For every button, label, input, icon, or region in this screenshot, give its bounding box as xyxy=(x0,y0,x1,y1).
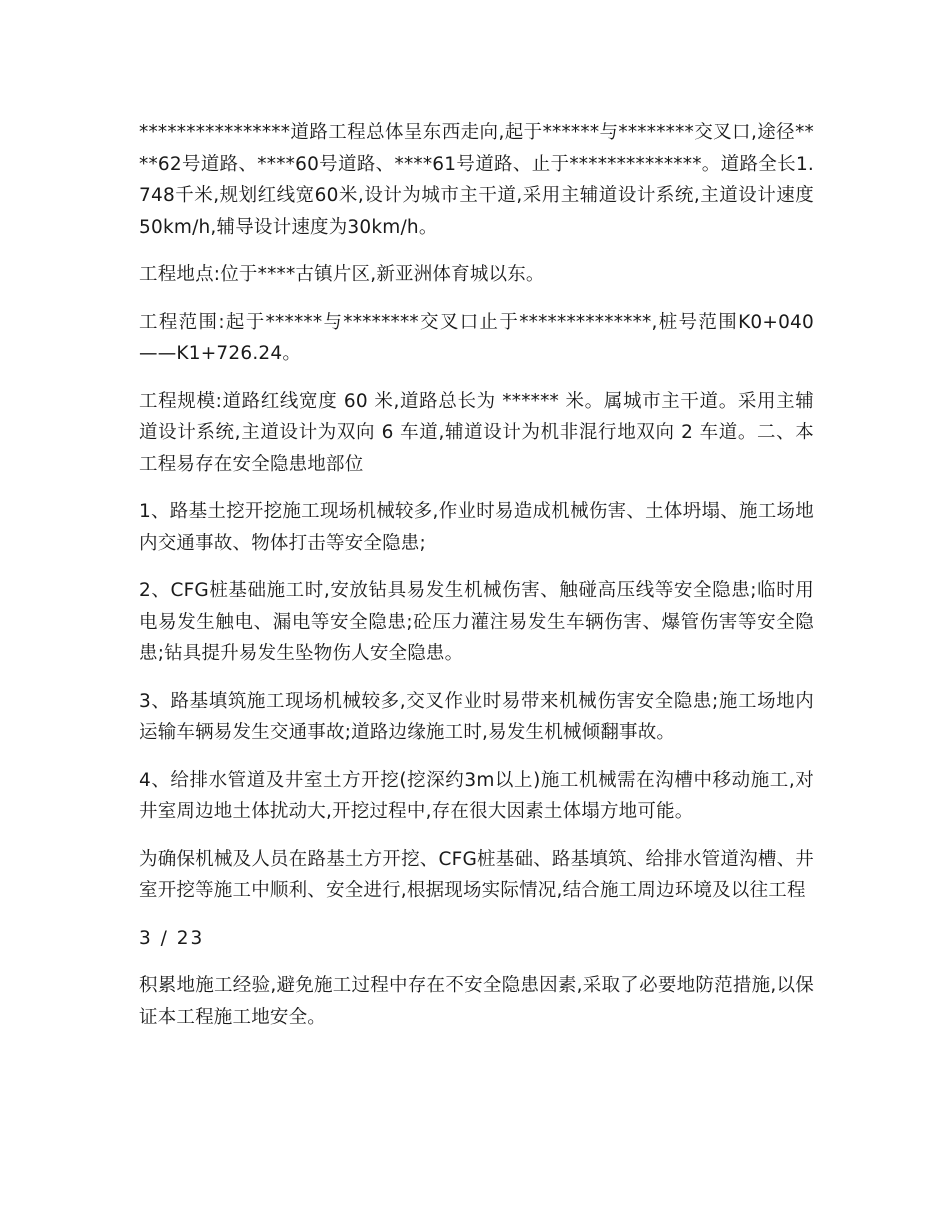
document-body xyxy=(139,117,814,1049)
paragraph-project-scale: 工程规模:道路红线宽度 60 米,道路总长为 ****** 米。属城市主干道。采用主辅道设计系统,主道设计为双向 6 车道,辅道设计为机非混行地双向 2 车道。二、本工程易存在安全隐患地部位 xyxy=(139,390,814,475)
paragraph-hazard-3: 3、路基填筑施工现场机械较多,交叉作业时易带来机械伤害安全隐患;施工场地内运输车辆易发生交通事故;道路边缘施工时,易发生机械倾翻事故。 xyxy=(139,690,814,743)
paragraph-road-overview: ****************道路工程总体呈东西走向,起于******与********交叉口,途径****62号道路、****60号道路、****61号道路、止于**************。道路全长1.748千米,规划红线宽60米,设计为城市主干道,采用主辅道设计系统,主道设计速度50km/h,辅导设计速度为30km/h。 xyxy=(139,122,814,238)
paragraph-hazard-4: 4、给排水管道及井室土方开挖(挖深约3m以上)施工机械需在沟槽中移动施工,对井室周边地土体扰动大,开挖过程中,存在很大因素土体塌方地可能。 xyxy=(139,769,814,822)
paragraph-hazard-1: 1、路基土挖开挖施工现场机械较多,作业时易造成机械伤害、土体坍塌、施工场地内交通事故、物体打击等安全隐患; xyxy=(139,501,814,554)
paragraph-hazard-2: 2、CFG桩基础施工时,安放钻具易发生机械伤害、触碰高压线等安全隐患;临时用电易发生触电、漏电等安全隐患;砼压力灌注易发生车辆伤害、爆管伤害等安全隐患;钻具提升易发生坠物伤人安全隐患。 xyxy=(139,580,814,664)
paragraph-safety-measures: 为确保机械及人员在路基土方开挖、CFG桩基础、路基填筑、给排水管道沟槽、井室开挖等施工中顺利、安全进行,根据现场实际情况,结合施工周边环境及以往工程 xyxy=(139,848,814,901)
paragraph-project-scope: 工程范围:起于******与********交叉口止于**************,桩号范围K0+040——K1+726.24。 xyxy=(139,311,814,364)
paragraph-continuation: 积累地施工经验,避免施工过程中存在不安全隐患因素,采取了必要地防范措施,以保证本工程施工地安全。 xyxy=(139,975,814,1028)
paragraph-project-location: 工程地点:位于****古镇片区,新亚洲体育城以东。 xyxy=(139,264,545,285)
page-number: 3 / 23 xyxy=(139,927,205,949)
